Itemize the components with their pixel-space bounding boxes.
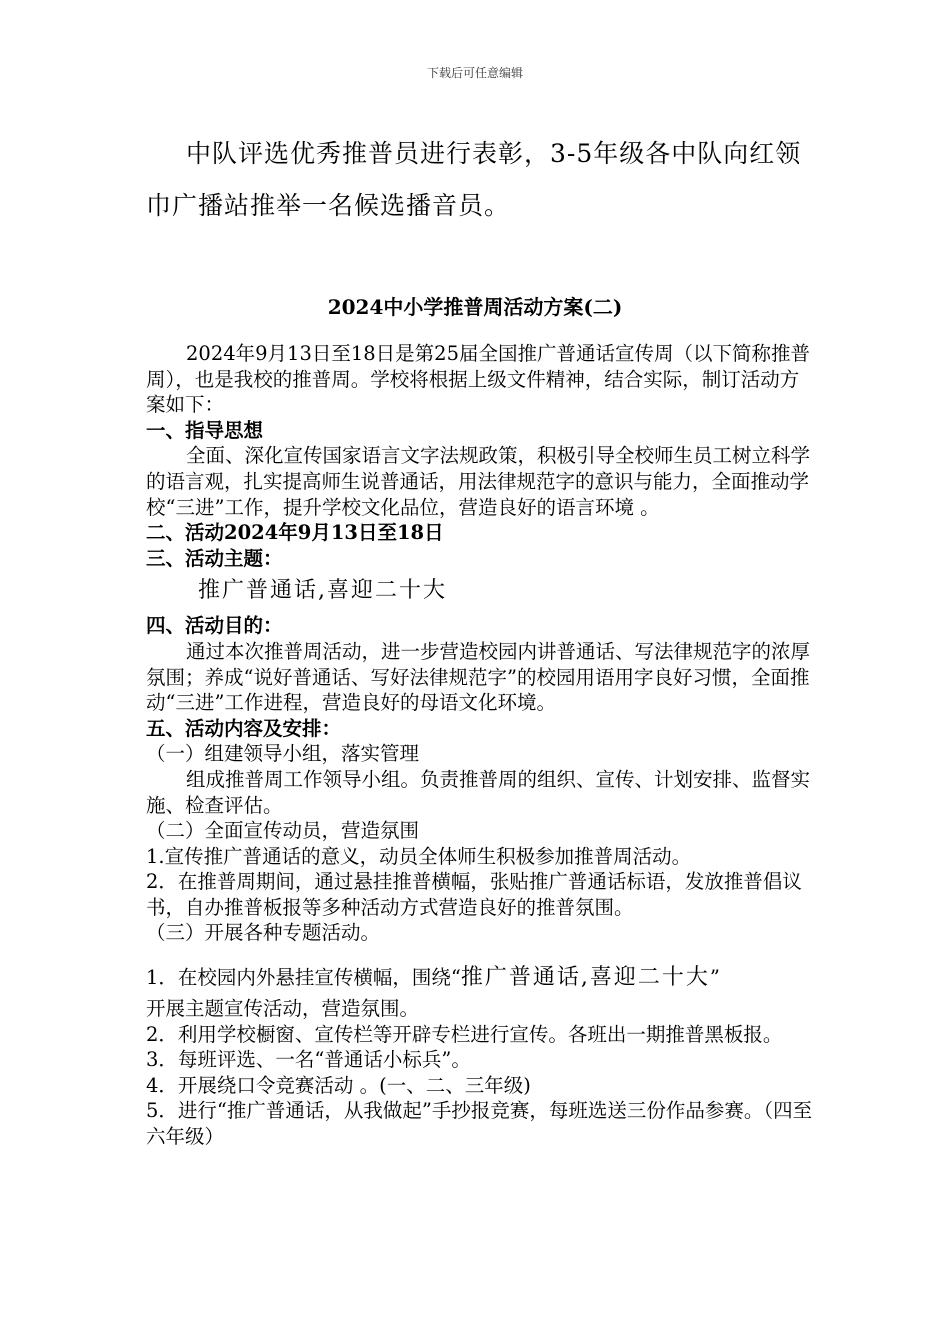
theme-text: 推广普通话,喜迎二十大 xyxy=(198,578,447,604)
intro-text: 2024年9月13日至18日是第25届全国推广普通话宣传周（以下简称推普周），也是我校的推普周。学校将根据上级文件精神，结合实际，制订活动方案如下： xyxy=(146,342,810,417)
section-3-item-4: 4．开展绕口令竞赛活动 。(一、二、三年级) xyxy=(146,1073,531,1097)
document-title: 2024中小学推普周活动方案(二) xyxy=(327,295,623,319)
heading-2: 二、活动2024年9月13日至18日 xyxy=(146,521,444,545)
document-body xyxy=(146,341,816,1150)
heading-5: 五、活动内容及安排： xyxy=(146,716,342,740)
section-1-text: 组成推普周工作领导小组。负责推普周的组织、宣传、计划安排、监督实施、检查评估。 xyxy=(146,767,811,817)
section-2-item-2: 2．在推普周期间，通过悬挂推普横幅，张贴推广普通话标语，发放推普倡议书，自办推普板报等多种活动方式营造良好的推普氛围。 xyxy=(146,870,802,919)
section-3-item-1: 1．在校园内外悬挂宣传横幅，围绕“推广普通话,喜迎二十大” xyxy=(146,965,720,991)
paragraph-4: 通过本次推普周活动，进一步营造校园内讲普通话、写法律规范字的浓厚氛围；养成“说好普通话、写好法律规范字”的校园用语用字良好习惯，全面推动“三进”工作进程，营造良好的母语文化环境。 xyxy=(146,639,811,715)
section-1-heading: （一）组建领导小组，落实管理 xyxy=(146,742,420,766)
section-2-item-1: 1.宣传推广普通话的意义，动员全体师生积极参加推普周活动。 xyxy=(146,844,692,868)
paragraph-1: 全面、深化宣传国家语言文字法规政策，积极引导全校师生员工树立科学的语言观，扎实提高师生说普通话，用法律规范字的意识与能力，全面推动学校“三进”工作，提升学校文化品位，营造良好的语言环境 。 xyxy=(146,444,811,519)
section-3-item-1-cont: 开展主题宣传活动，营造氛围。 xyxy=(146,997,420,1021)
section-3-heading: （三）开展各种专题活动。 xyxy=(146,921,381,945)
heading-4: 四、活动目的： xyxy=(146,614,283,638)
intro-paragraph: 中队评选优秀推普员进行表彰，3-5年级各中队向红领 巾广播站推举一名候选播音员。 xyxy=(146,139,802,220)
heading-1: 一、指导思想 xyxy=(146,418,264,442)
section-2-heading: （二）全面宣传动员，营造氛围 xyxy=(146,819,420,843)
section-3-item-3: 3．每班评选、一名“普通话小标兵”。 xyxy=(146,1048,471,1072)
page-header: 下载后可任意编辑 xyxy=(426,66,523,80)
section-3-item-5: 5．进行“推广普通话，从我做起”手抄报竞赛，每班选送三份作品参赛。（四至六年级） xyxy=(146,1099,813,1149)
section-3-item-2: 2．利用学校橱窗、宣传栏等开辟专栏进行宣传。各班出一期推普黑板报。 xyxy=(146,1022,783,1046)
heading-3: 三、活动主题： xyxy=(146,546,283,570)
